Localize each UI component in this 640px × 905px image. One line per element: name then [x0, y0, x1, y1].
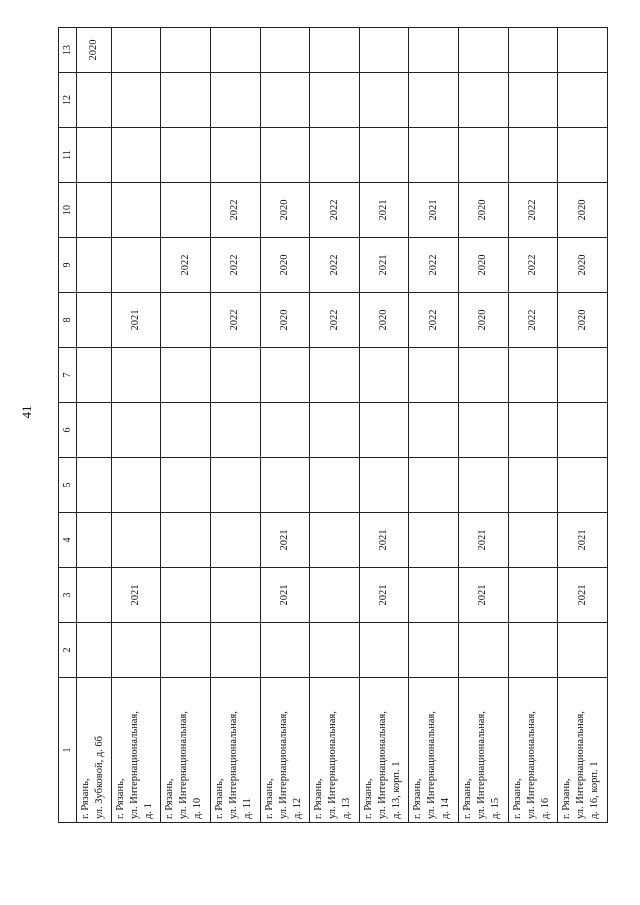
year-cell-col-7 — [409, 348, 459, 403]
year-cell-col-4 — [409, 513, 459, 568]
year-cell-col-3: 2021 — [111, 568, 161, 623]
year-cell-col-3: 2021 — [558, 568, 608, 623]
table-row — [508, 28, 558, 823]
year-cell-col-8: 2022 — [508, 293, 558, 348]
year-cell-col-5 — [558, 458, 608, 513]
year-cell-col-8: 2022 — [310, 293, 360, 348]
address-line: ул. Интернациональная, — [525, 711, 537, 819]
address-line: г. Рязань, — [313, 778, 325, 819]
column-header-13: 13 — [59, 28, 77, 73]
address-line: д. 13 — [341, 797, 353, 819]
year-cell-col-13 — [211, 28, 261, 73]
year-cell-col-10: 2022 — [211, 183, 261, 238]
table-row — [161, 28, 211, 823]
year-cell-col-10: 2020 — [459, 183, 509, 238]
year-cell-col-5 — [409, 458, 459, 513]
year-cell-col-2 — [459, 623, 509, 678]
year-cell-col-4 — [77, 513, 112, 568]
address-line: д. 10 — [192, 797, 204, 819]
address-line: г. Рязань, — [462, 778, 474, 819]
year-cell-col-13 — [409, 28, 459, 73]
year-cell-col-6 — [77, 403, 112, 458]
table-row — [211, 28, 261, 823]
table-row — [459, 28, 509, 823]
year-cell-col-12 — [558, 73, 608, 128]
year-cell-col-4 — [161, 513, 211, 568]
year-cell-col-6 — [260, 403, 310, 458]
year-cell-col-10 — [111, 183, 161, 238]
year-cell-col-10 — [77, 183, 112, 238]
year-cell-col-11 — [409, 128, 459, 183]
year-cell-col-5 — [459, 458, 509, 513]
address-line: г. Рязань, — [263, 778, 275, 819]
year-cell-col-10: 2020 — [558, 183, 608, 238]
year-cell-col-7 — [359, 348, 409, 403]
year-cell-col-10: 2022 — [508, 183, 558, 238]
address-line: д. 14 — [440, 797, 452, 819]
address-line: ул. Интернациональная, — [476, 711, 488, 819]
address-cell — [260, 678, 310, 823]
address-cell — [161, 678, 211, 823]
year-cell-col-8: 2022 — [211, 293, 261, 348]
year-cell-col-9: 2020 — [260, 238, 310, 293]
address-line: д. 1 — [142, 803, 154, 819]
year-cell-col-11 — [111, 128, 161, 183]
year-cell-col-8 — [161, 293, 211, 348]
year-cell-col-4 — [111, 513, 161, 568]
year-cell-col-5 — [211, 458, 261, 513]
year-cell-col-5 — [310, 458, 360, 513]
year-cell-col-11 — [310, 128, 360, 183]
year-cell-col-9: 2022 — [508, 238, 558, 293]
year-cell-col-2 — [409, 623, 459, 678]
address-line: г. Рязань, — [80, 778, 91, 819]
year-cell-col-11 — [77, 128, 112, 183]
address-cell — [359, 678, 409, 823]
year-cell-col-4 — [211, 513, 261, 568]
column-header-7: 7 — [59, 348, 77, 403]
year-cell-col-7 — [459, 348, 509, 403]
year-cell-col-7 — [260, 348, 310, 403]
address-line: ул. Интернациональная, — [575, 711, 587, 819]
year-cell-col-3: 2021 — [459, 568, 509, 623]
year-cell-col-2 — [508, 623, 558, 678]
year-cell-col-6 — [310, 403, 360, 458]
year-cell-col-2 — [111, 623, 161, 678]
year-cell-col-12 — [459, 73, 509, 128]
year-cell-col-8: 2020 — [558, 293, 608, 348]
year-cell-col-9: 2022 — [409, 238, 459, 293]
year-cell-col-9: 2022 — [310, 238, 360, 293]
year-cell-col-9: 2021 — [359, 238, 409, 293]
address-line: г. Рязань, — [412, 778, 424, 819]
address-line: ул. Интернациональная, — [178, 711, 190, 819]
address-cell — [77, 678, 112, 823]
year-cell-col-7 — [508, 348, 558, 403]
address-cell — [459, 678, 509, 823]
address-line: г. Рязань, — [362, 778, 374, 819]
year-cell-col-3 — [409, 568, 459, 623]
repair-schedule-table — [58, 27, 608, 823]
address-line: д. 12 — [291, 797, 303, 819]
year-cell-col-7 — [161, 348, 211, 403]
year-cell-col-3: 2021 — [260, 568, 310, 623]
address-cell — [409, 678, 459, 823]
year-cell-col-10 — [161, 183, 211, 238]
year-cell-col-7 — [111, 348, 161, 403]
year-cell-col-4: 2021 — [260, 513, 310, 568]
year-cell-col-2 — [359, 623, 409, 678]
year-cell-col-4: 2021 — [558, 513, 608, 568]
year-cell-col-9 — [77, 238, 112, 293]
address-cell — [310, 678, 360, 823]
year-cell-col-4: 2021 — [359, 513, 409, 568]
table-row — [409, 28, 459, 823]
year-cell-col-4 — [310, 513, 360, 568]
year-cell-col-9: 2020 — [459, 238, 509, 293]
year-cell-col-10: 2020 — [260, 183, 310, 238]
year-cell-col-2 — [211, 623, 261, 678]
year-cell-col-13 — [359, 28, 409, 73]
year-cell-col-6 — [409, 403, 459, 458]
column-header-9: 9 — [59, 238, 77, 293]
year-cell-col-13 — [558, 28, 608, 73]
year-cell-col-13 — [111, 28, 161, 73]
address-cell — [111, 678, 161, 823]
year-cell-col-5 — [260, 458, 310, 513]
address-line: ул. Интернациональная, — [277, 711, 289, 819]
year-cell-col-12 — [161, 73, 211, 128]
year-cell-col-2 — [310, 623, 360, 678]
year-cell-col-2 — [77, 623, 112, 678]
year-cell-col-5 — [77, 458, 112, 513]
address-line: д. 15 — [490, 797, 502, 819]
year-cell-col-10: 2021 — [409, 183, 459, 238]
year-cell-col-8: 2020 — [260, 293, 310, 348]
address-line: ул. Интернациональная, — [376, 711, 388, 819]
address-cell — [558, 678, 608, 823]
year-cell-col-11 — [359, 128, 409, 183]
table-row — [310, 28, 360, 823]
column-header-4: 4 — [59, 513, 77, 568]
year-cell-col-8: 2020 — [459, 293, 509, 348]
table-row — [359, 28, 409, 823]
year-cell-col-13 — [260, 28, 310, 73]
table-row — [558, 28, 608, 823]
year-cell-col-12 — [77, 73, 112, 128]
column-header-11: 11 — [59, 128, 77, 183]
address-line: ул. Интернациональная, — [327, 711, 339, 819]
year-cell-col-7 — [211, 348, 261, 403]
year-cell-col-5 — [359, 458, 409, 513]
year-cell-col-3 — [508, 568, 558, 623]
year-cell-col-6 — [558, 403, 608, 458]
year-cell-col-11 — [459, 128, 509, 183]
year-cell-col-5 — [508, 458, 558, 513]
year-cell-col-2 — [558, 623, 608, 678]
address-line: ул. Интернациональная, — [228, 711, 240, 819]
address-line: д. 16 — [539, 797, 551, 819]
year-cell-col-9: 2022 — [161, 238, 211, 293]
year-cell-col-10: 2022 — [310, 183, 360, 238]
year-cell-col-2 — [161, 623, 211, 678]
year-cell-col-5 — [111, 458, 161, 513]
year-cell-col-3 — [77, 568, 112, 623]
year-cell-col-3 — [310, 568, 360, 623]
address-line: ул. Интернациональная, — [128, 711, 140, 819]
year-cell-col-4: 2021 — [459, 513, 509, 568]
year-cell-col-3 — [211, 568, 261, 623]
address-cell — [508, 678, 558, 823]
column-header-6: 6 — [59, 403, 77, 458]
year-cell-col-4 — [508, 513, 558, 568]
year-cell-col-11 — [558, 128, 608, 183]
column-header-2: 2 — [59, 623, 77, 678]
year-cell-col-7 — [310, 348, 360, 403]
year-cell-col-2 — [260, 623, 310, 678]
address-line: д. 11 — [242, 798, 254, 819]
header-row — [59, 28, 77, 823]
column-header-5: 5 — [59, 458, 77, 513]
address-line: ул. Интернациональная, — [426, 711, 438, 819]
year-cell-col-6 — [111, 403, 161, 458]
address-line: г. Рязань, — [114, 778, 126, 819]
address-line: г. Рязань, — [561, 778, 573, 819]
year-cell-col-9 — [111, 238, 161, 293]
column-header-10: 10 — [59, 183, 77, 238]
address-line: г. Рязань, — [214, 778, 226, 819]
year-cell-col-8: 2020 — [359, 293, 409, 348]
year-cell-col-12 — [260, 73, 310, 128]
year-cell-col-8: 2022 — [409, 293, 459, 348]
year-cell-col-13: 2020 — [77, 28, 112, 73]
year-cell-col-5 — [161, 458, 211, 513]
address-line: д. 13, корп. 1 — [390, 761, 402, 819]
table-row — [77, 28, 112, 823]
year-cell-col-8 — [77, 293, 112, 348]
year-cell-col-12 — [409, 73, 459, 128]
year-cell-col-12 — [508, 73, 558, 128]
address-line: г. Рязань, — [164, 778, 176, 819]
year-cell-col-13 — [310, 28, 360, 73]
year-cell-col-12 — [310, 73, 360, 128]
year-cell-col-10: 2021 — [359, 183, 409, 238]
address-line: д. 16, корп. 1 — [589, 761, 601, 819]
year-cell-col-6 — [161, 403, 211, 458]
year-cell-col-13 — [459, 28, 509, 73]
year-cell-col-9: 2020 — [558, 238, 608, 293]
address-line: ул. Зубковой, д. 6б — [94, 735, 105, 819]
year-cell-col-8: 2021 — [111, 293, 161, 348]
year-cell-col-12 — [359, 73, 409, 128]
rotated-table-container — [58, 28, 608, 823]
year-cell-col-12 — [111, 73, 161, 128]
year-cell-col-13 — [161, 28, 211, 73]
year-cell-col-11 — [508, 128, 558, 183]
year-cell-col-6 — [459, 403, 509, 458]
column-header-12: 12 — [59, 73, 77, 128]
year-cell-col-11 — [161, 128, 211, 183]
column-header-3: 3 — [59, 568, 77, 623]
table-row — [111, 28, 161, 823]
year-cell-col-12 — [211, 73, 261, 128]
year-cell-col-13 — [508, 28, 558, 73]
column-header-8: 8 — [59, 293, 77, 348]
year-cell-col-6 — [211, 403, 261, 458]
table-row — [260, 28, 310, 823]
year-cell-col-6 — [508, 403, 558, 458]
year-cell-col-11 — [211, 128, 261, 183]
year-cell-col-3: 2021 — [359, 568, 409, 623]
column-header-1: 1 — [59, 678, 77, 823]
year-cell-col-6 — [359, 403, 409, 458]
year-cell-col-7 — [77, 348, 112, 403]
address-line: г. Рязань, — [511, 778, 523, 819]
year-cell-col-7 — [558, 348, 608, 403]
year-cell-col-3 — [161, 568, 211, 623]
year-cell-col-11 — [260, 128, 310, 183]
year-cell-col-9: 2022 — [211, 238, 261, 293]
page-number: 41 — [19, 405, 34, 419]
address-cell — [211, 678, 261, 823]
